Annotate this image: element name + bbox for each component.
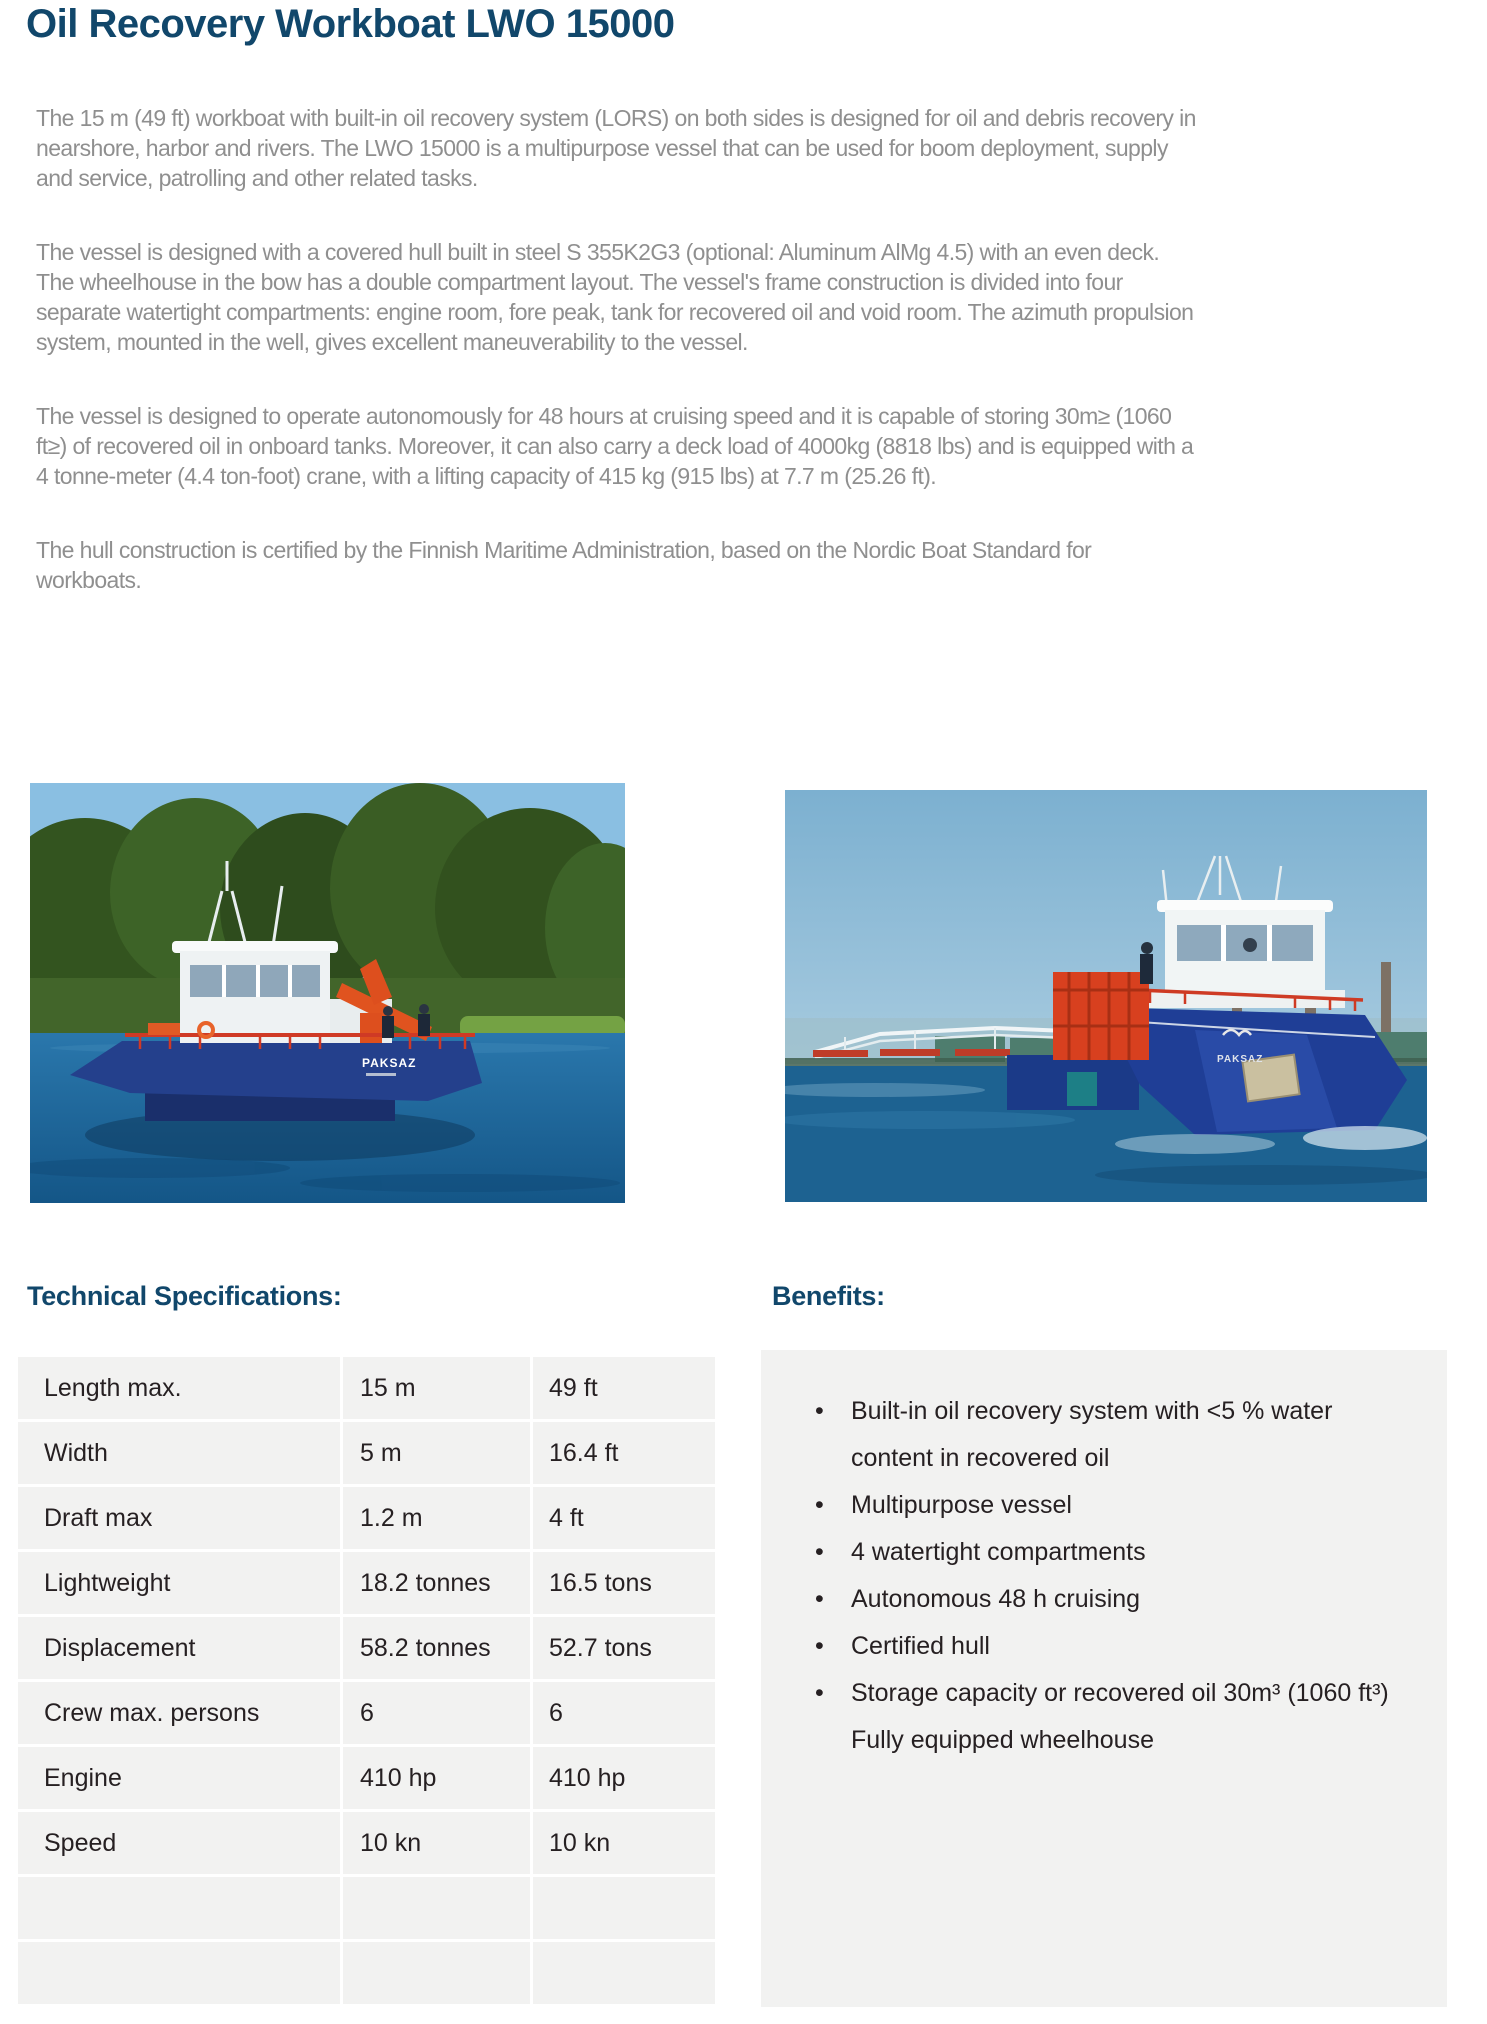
spec-imperial-value bbox=[533, 1877, 715, 1939]
paragraph-certification: The hull construction is certified by the Finnish Maritime Administration, based on the Nordic Boat Standard for workboats. bbox=[36, 537, 1092, 593]
hull bbox=[70, 1041, 482, 1101]
spec-imperial-value: 52.7 tons bbox=[533, 1617, 715, 1679]
benefit-text: Storage capacity or recovered oil 30m³ (1060 ft³) bbox=[851, 1679, 1389, 1707]
skimmer-unit bbox=[1067, 1072, 1097, 1106]
spec-imperial-value: 16.4 ft bbox=[533, 1422, 715, 1484]
spec-row-crew bbox=[18, 1682, 715, 1744]
wake-foam bbox=[1115, 1134, 1275, 1154]
spec-metric-value bbox=[343, 1942, 530, 2004]
spec-imperial-value: 10 kn bbox=[533, 1812, 715, 1874]
deck-equipment bbox=[148, 1023, 180, 1035]
photo-right-illustration bbox=[785, 790, 1427, 1202]
benefit-item bbox=[815, 1482, 1419, 1529]
spec-row-draft bbox=[18, 1487, 715, 1549]
hull-subtext bbox=[366, 1073, 396, 1076]
spec-metric-value: 1.2 m bbox=[343, 1487, 530, 1549]
red-cage bbox=[1053, 972, 1149, 1060]
bullet-marker: • bbox=[815, 1679, 824, 1707]
spec-metric-value: 18.2 tonnes bbox=[343, 1552, 530, 1614]
bullet-marker: • bbox=[815, 1585, 824, 1613]
hull-name-text: PAKSAZ bbox=[1217, 1054, 1264, 1065]
spec-label bbox=[18, 1942, 340, 2004]
intro-paragraphs bbox=[36, 103, 1196, 639]
bullet-marker: • bbox=[815, 1632, 824, 1660]
spec-label: Displacement bbox=[18, 1617, 340, 1679]
benefits-panel bbox=[761, 1350, 1447, 2007]
benefit-item bbox=[815, 1670, 1419, 1717]
benefit-item bbox=[815, 1529, 1419, 1576]
spec-row-empty bbox=[18, 1877, 715, 1939]
paragraph-construction: The vessel is designed with a covered hull built in steel S 355K2G3 (optional: Aluminum AlMg 4.5) with an even deck. The wheelhouse in the bow has a double compartment layout. The vessel's frame construction is divided into four separate watertight compartments: engine room, fore peak, tank for recovered oil and void room. The azimuth propulsion system, mounted in the well, gives excellent maneuverability to the vessel. bbox=[36, 239, 1194, 355]
photo-workboat-harbor bbox=[785, 790, 1427, 1202]
paragraph-capacity: The vessel is designed to operate autonomously for 48 hours at cruising speed and it is capable of storing 30m≥ (1060 ft≥) of recovered oil in onboard tanks. Moreover, it can also carry a deck load of 4000kg (8818 lbs) and is equipped with a 4 tonne-meter (4.4 ton-foot) crane, with a lifting capacity of 415 kg (915 lbs) at 7.7 m (25.26 ft). bbox=[36, 403, 1194, 489]
spec-metric-value: 15 m bbox=[343, 1357, 530, 1419]
wheelhouse-windows bbox=[190, 965, 320, 997]
spec-row-empty bbox=[18, 1942, 715, 2004]
bullet-marker: • bbox=[815, 1397, 824, 1425]
benefit-text: Built-in oil recovery system with <5 % water content in recovered oil bbox=[851, 1397, 1333, 1472]
benefit-item bbox=[815, 1623, 1419, 1670]
spec-label: Width bbox=[18, 1422, 340, 1484]
benefit-item bbox=[815, 1576, 1419, 1623]
chimney bbox=[1381, 962, 1391, 1040]
benefit-item bbox=[815, 1717, 1419, 1764]
specs-heading: Technical Specifications: bbox=[27, 1281, 342, 1311]
crew-figure bbox=[1140, 942, 1153, 984]
benefits-list bbox=[761, 1350, 1447, 1764]
spec-label: Draft max bbox=[18, 1487, 340, 1549]
spec-label: Engine bbox=[18, 1747, 340, 1809]
spec-label: Crew max. persons bbox=[18, 1682, 340, 1744]
spec-row-speed bbox=[18, 1812, 715, 1874]
spec-row-displacement bbox=[18, 1617, 715, 1679]
photo-workboat-shoreline bbox=[30, 783, 625, 1203]
benefit-text: Certified hull bbox=[851, 1632, 990, 1660]
spec-metric-value: 10 kn bbox=[343, 1812, 530, 1874]
spec-label: Lightweight bbox=[18, 1552, 340, 1614]
benefit-item bbox=[815, 1388, 1419, 1482]
page-title: Oil Recovery Workboat LWO 15000 bbox=[26, 2, 675, 46]
photo-left-illustration bbox=[30, 783, 625, 1203]
benefit-text: 4 watertight compartments bbox=[851, 1538, 1146, 1566]
wake-foam bbox=[1303, 1126, 1427, 1150]
spec-label bbox=[18, 1877, 340, 1939]
paragraph-overview: The 15 m (49 ft) workboat with built-in oil recovery system (LORS) on both sides is designed for oil and debris recovery in nearshore, harbor and rivers. The LWO 15000 is a multipurpose vessel that can be used for boom deployment, supply and service, patrolling and other related tasks. bbox=[36, 105, 1196, 191]
spec-imperial-value: 16.5 tons bbox=[533, 1552, 715, 1614]
benefits-heading: Benefits: bbox=[772, 1281, 885, 1311]
bullet-marker: • bbox=[815, 1538, 824, 1566]
benefit-text: Fully equipped wheelhouse bbox=[851, 1726, 1154, 1754]
bullet-marker bbox=[815, 1717, 851, 1764]
spec-metric-value bbox=[343, 1877, 530, 1939]
spec-imperial-value: 49 ft bbox=[533, 1357, 715, 1419]
bullet-marker: • bbox=[815, 1491, 824, 1519]
spec-metric-value: 6 bbox=[343, 1682, 530, 1744]
crane-base bbox=[360, 1013, 382, 1043]
spec-row-engine bbox=[18, 1747, 715, 1809]
spec-metric-value: 410 hp bbox=[343, 1747, 530, 1809]
benefit-text: Multipurpose vessel bbox=[851, 1491, 1072, 1519]
spec-imperial-value: 6 bbox=[533, 1682, 715, 1744]
spec-label: Length max. bbox=[18, 1357, 340, 1419]
spec-metric-value: 58.2 tonnes bbox=[343, 1617, 530, 1679]
spec-row-length bbox=[18, 1357, 715, 1419]
spec-imperial-value: 4 ft bbox=[533, 1487, 715, 1549]
spec-imperial-value bbox=[533, 1942, 715, 2004]
spec-row-lightweight bbox=[18, 1552, 715, 1614]
spec-label: Speed bbox=[18, 1812, 340, 1874]
spec-row-width bbox=[18, 1422, 715, 1484]
spec-table bbox=[18, 1357, 715, 2007]
hull-name-text: PAKSAZ bbox=[362, 1056, 417, 1070]
spec-metric-value: 5 m bbox=[343, 1422, 530, 1484]
helmsman bbox=[1243, 938, 1257, 952]
benefit-text: Autonomous 48 h cruising bbox=[851, 1585, 1141, 1613]
spec-imperial-value: 410 hp bbox=[533, 1747, 715, 1809]
